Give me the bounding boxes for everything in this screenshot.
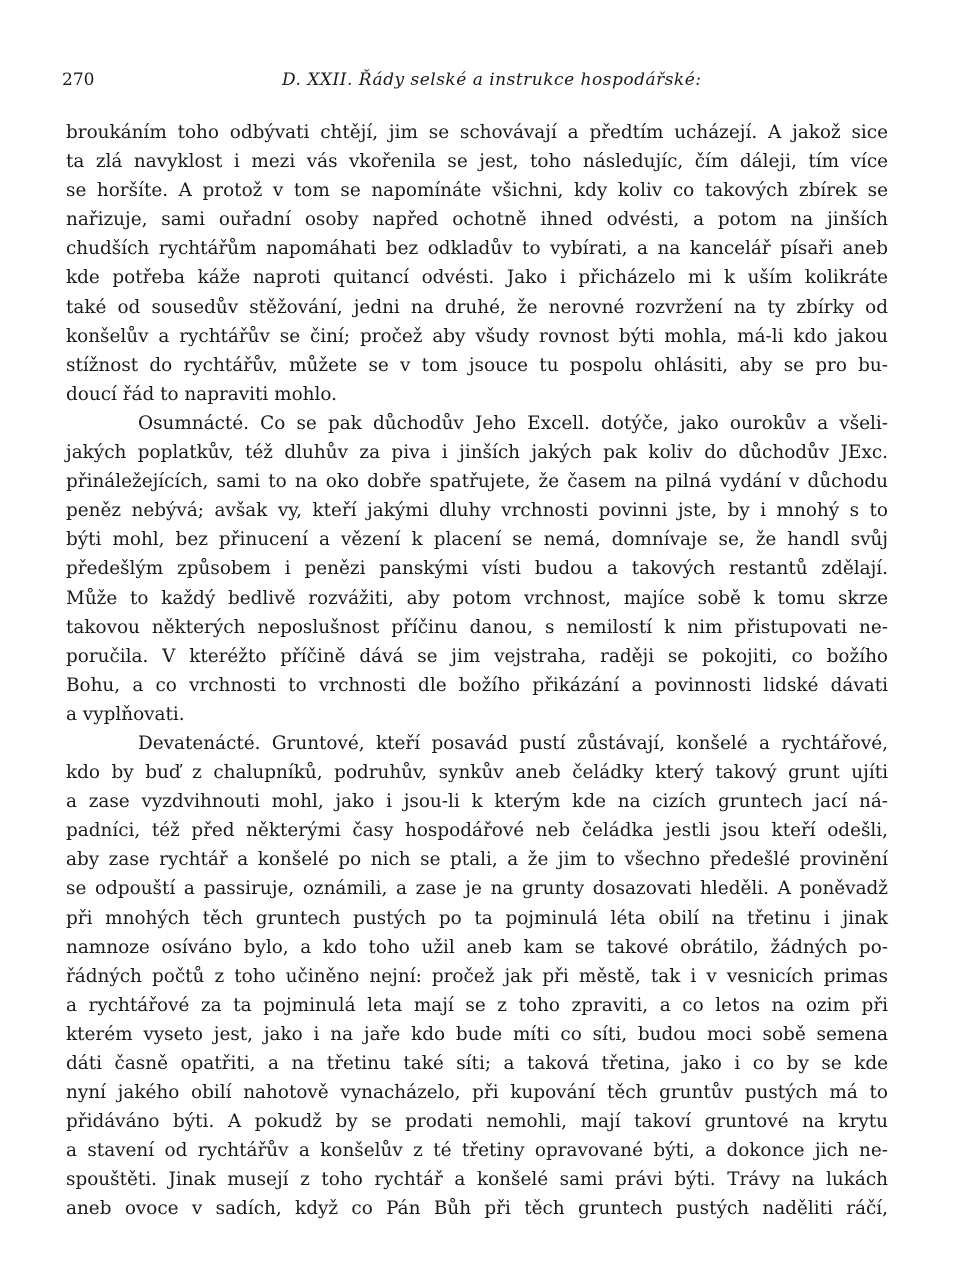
- text-line: peněz nebývá; avšak vy, kteří jakými dluhy vrchnosti povinni jste, by i mnohý s to: [66, 500, 888, 522]
- text-line: kdo by buď z chalupníků, podruhův, synkův aneb čeládky který takový grunt ujíti: [66, 762, 888, 784]
- text-line: stížnost do rychtářův, můžete se v tom jsouce tu pospolu ohlásiti, aby se pro bu-: [66, 354, 888, 376]
- text-line: jakých poplatkův, též dluhův za piva i jinších jakých pak koliv do důchodův JExc.: [66, 442, 888, 464]
- page-header: [62, 70, 888, 100]
- text-line: předešlým způsobem i penězi panskými vísti budou a takových restantů zdělají.: [66, 558, 888, 580]
- text-line: přináležejících, sami to na oko dobře spatřujete, že časem na pilná vydání v důchodu: [66, 471, 888, 493]
- text-line: Může to každý bedlivě rozvážiti, aby potom vrchnost, majíce sobě k tomu skrze: [66, 587, 888, 609]
- text-line: a stavení od rychtářův a konšelův z té třetiny opravované býti, a dokonce jich ne-: [66, 1140, 888, 1162]
- text-line: chudších rychtářům napomáhati bez odkladův to vybírati, a na kancelář písaři aneb: [66, 238, 888, 260]
- text-line: a rychtářové za ta pojminulá leta mají se z toho zpraviti, a co letos na ozim při: [66, 994, 888, 1016]
- running-title: D. XXII. Řády selské a instrukce hospodářské:: [282, 70, 702, 90]
- text-line: kterém vyseto jest, jako i na jaře kdo bude míti co síti, budou moci sobě semena: [66, 1023, 888, 1045]
- text-line: řádných počtů z toho učiněno nejní: pročež jak při městě, tak i v vesnicích primas: [66, 965, 888, 987]
- text-line: takovou některých neposlušnost příčinu danou, s nemilostí k nim přistupovati ne-: [66, 616, 888, 638]
- text-line: ta zlá navyklost i mezi vás vkořenila se jest, toho následujíc, čím dáleji, tím více: [66, 151, 888, 173]
- text-line: namnoze osíváno bylo, a kdo toho užil aneb kam se takové obrátilo, žádných po-: [66, 936, 888, 958]
- text-line: přidáváno býti. A pokudž by se prodati nemohli, mají takoví gruntové na krytu: [66, 1111, 888, 1133]
- text-line: také od sousedův stěžování, jedni na druhé, že nerovné rozvržení na ty zbírky od: [66, 296, 888, 318]
- text-line: spouštěti. Jinak musejí z toho rychtář a konšelé sami právi býti. Trávy na lukách: [66, 1169, 888, 1191]
- text-line: nyní jakého obilí nahotově vynacházelo, při kupování těch gruntův pustých má to: [66, 1082, 888, 1104]
- text-line: se odpouští a passiruje, oznámili, a zase je na grunty dosazovati hleděli. A poněvadž: [66, 878, 888, 900]
- body-text: [66, 118, 888, 1224]
- text-line: poručila. V kteréžto příčině dává se jim vejstraha, raději se pokojiti, co božího: [66, 645, 888, 667]
- text-line: při mnohých těch gruntech pustých po ta pojminulá léta obilí na třetinu i jinak: [66, 907, 888, 929]
- text-line: kde potřeba káže naproti quitancí odvésti. Jako i přicházelo mi k uším kolikráte: [66, 267, 888, 289]
- text-line: Osumnácté. Co se pak důchodův Jeho Excell. dotýče, jako ourokův a všeli-: [138, 412, 888, 434]
- text-line: doucí řád to napraviti mohlo.: [66, 383, 337, 405]
- text-line: konšelův a rychtářův se činí; pročež aby všudy rovnost býti mohla, má-li kdo jakou: [66, 325, 888, 347]
- text-line: a zase vyzdvihnouti mohl, jako i jsou-li k kterým kde na cizích gruntech jací ná-: [66, 791, 888, 813]
- text-line: aneb ovoce v sadích, když co Pán Bůh při těch gruntech pustých naděliti ráčí,: [66, 1198, 888, 1220]
- text-line: a vyplňovati.: [66, 703, 185, 725]
- text-line: býti mohl, bez přinucení a vězení k placení se nemá, domnívaje se, že handl svůj: [66, 529, 888, 551]
- text-line: nařizuje, sami ouřadní osoby napřed ochotně ihned odvésti, a potom na jinších: [66, 209, 888, 231]
- text-line: aby zase rychtář a konšelé po nich se ptali, a že jim to všechno předešlé provinění: [66, 849, 888, 871]
- text-line: Devatenácté. Gruntové, kteří posavád pustí zůstávají, konšelé a rychtářové,: [138, 732, 888, 754]
- text-line: se horšíte. A protož v tom se napomínáte všichni, kdy koliv co takových zbírek se: [66, 180, 888, 202]
- text-line: broukáním toho odbývati chtějí, jim se schovávají a předtím ucházejí. A jakož sice: [66, 122, 888, 143]
- page-number: 270: [62, 70, 95, 90]
- text-line: Bohu, a co vrchnosti to vrchnosti dle božího přikázání a povinnosti lidské dávati: [66, 674, 888, 696]
- text-line: padníci, též před některými časy hospodářové neb čeládka jestli jsou kteří odešli,: [66, 820, 888, 842]
- text-line: dáti časně opatřiti, a na třetinu také síti; a taková třetina, jako i co by se kde: [66, 1053, 888, 1074]
